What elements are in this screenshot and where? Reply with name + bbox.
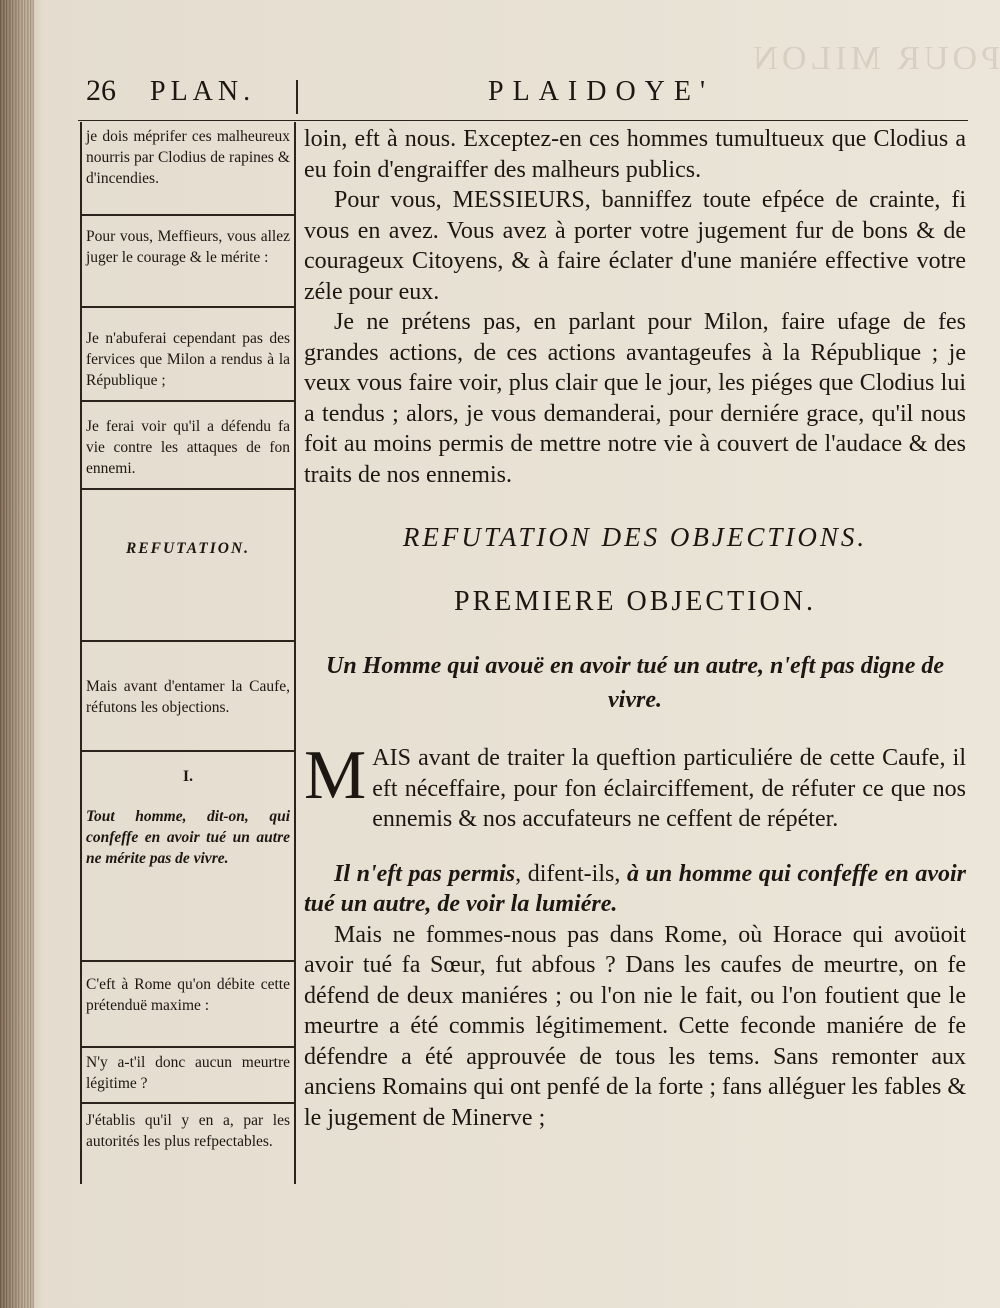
margin-note-divider [80, 400, 296, 402]
quoted-text: Il n'eft pas permis [334, 860, 516, 887]
paragraph [304, 859, 966, 920]
margin-note-objection: Tout homme, dit-on, qui confeffe en avoir tué un autre ne mérite pas de vivre. [86, 808, 290, 867]
subsection-heading: PREMIERE OBJECTION. [454, 585, 816, 617]
margin-note: N'y a-t'il donc aucun meurtre légitime ? [86, 1054, 290, 1092]
section-heading: REFUTATION DES OBJECTIONS. [402, 522, 868, 552]
margin-note: Je ferai voir qu'il a défendu fa vie contre les attaques de fon ennemi. [86, 418, 290, 477]
margin-note-divider [80, 750, 296, 752]
running-title-right: PLAIDOYE' [488, 76, 715, 107]
paragraph-text: AIS avant de traiter la queftion particuliére de cette Caufe, il eft néceffaire, pour fon éclairciffement, de réfuter ce que nos ennemis & nos accufateurs ne ceffent de répéter. [372, 745, 966, 832]
paragraph: loin, eft à nous. Exceptez-en ces hommes tumultueux que Clodius a eu foin d'engraiffer des malheurs publics. [304, 126, 966, 183]
margin-note: Je n'abuferai cependant pas des fervices que Milon a rendus à la République ; [86, 330, 290, 389]
show-through-text: POUR MILON [749, 40, 1000, 77]
margin-note-divider [80, 214, 296, 216]
margin-note-divider [80, 960, 296, 962]
objection-statement: Un Homme qui avouë en avoir tué un autre, n'eft pas digne de vivre. [325, 653, 945, 713]
margin-note: je dois méprifer ces malheureux nourris par Clodius de rapines & d'incendies. [86, 128, 290, 187]
paragraph-text: , difent-ils, [515, 860, 621, 887]
paragraph: Je ne prétens pas, en parlant pour Milon, faire ufage de fes grandes actions, de ces actions avantageufes à la République ; je veux vous faire voir, plus clair que le jour, les piéges que Clodius lui a tendus ; alors, je vous demanderai, pour derniére grace, qu'il nous foit au moins permis de mettre notre vie à couvert de l'audace & des traits de nos ennemis. [304, 309, 966, 488]
margin-note-divider [80, 1046, 296, 1048]
margin-note-divider [80, 488, 296, 490]
book-spine [0, 0, 34, 1308]
main-text-column [304, 124, 966, 1133]
margin-note-divider [80, 306, 296, 308]
page-header [78, 74, 968, 121]
column-divider-rule [294, 122, 296, 1184]
paragraph-with-dropcap [304, 737, 966, 835]
paragraph: Pour vous, MESSIEURS, banniffez toute efpéce de crainte, fi vous en avez. Vous avez à porter votre jugement fur de bons & de courageux Citoyens, & à faire éclater d'une maniére effective votre zéle pour eux. [304, 187, 966, 305]
paragraph: Mais ne fommes-nous pas dans Rome, où Horace qui avoüoit avoir tué fa Sœur, fut abfous ? Dans les caufes de meurtre, on fe défend de deux maniéres ; ou l'on nie le fait, ou l'on foutient que le meurtre a été commis légitimement. Cette feconde maniére de fe défendre a été approuvée de tous les tems. Sans remonter aux anciens Romains qui ont penfé de la forte ; fans alléguer les fables & le jugement de Minerve ; [304, 921, 966, 1131]
margin-note-divider [80, 1102, 296, 1104]
running-title-left: PLAN. [150, 76, 256, 107]
margin-note: Pour vous, Meffieurs, vous allez juger le courage & le mérite : [86, 228, 290, 266]
margin-note: J'établis qu'il y en a, par les autorités les plus refpectables. [86, 1112, 290, 1150]
page-number: 26 [86, 74, 116, 107]
header-divider [296, 80, 298, 114]
margin-note: Mais avant d'entamer la Caufe, réfutons les objections. [86, 678, 290, 716]
margin-heading-refutation: REFUTATION. [125, 540, 251, 557]
margin-numeral: I. [183, 768, 193, 785]
left-border-rule [80, 122, 82, 1184]
drop-cap: M [304, 737, 367, 814]
margin-note-divider [80, 640, 296, 642]
margin-note: C'eft à Rome qu'on débite cette prétenduë maxime : [86, 976, 290, 1014]
quoted-text: à un homme qui confeffe en avoir tué un autre, de voir la lumiére. [304, 860, 967, 917]
